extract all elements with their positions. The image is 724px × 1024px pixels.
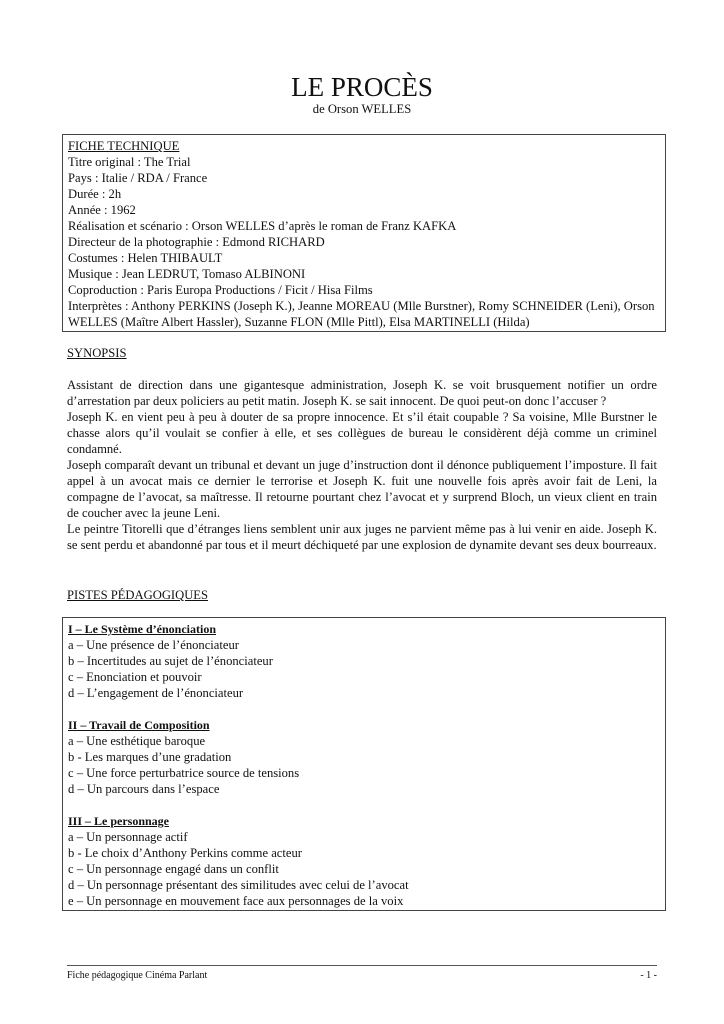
page-subtitle: de Orson WELLES bbox=[312, 102, 412, 116]
fiche-line: Musique : Jean LEDRUT, Tomaso ALBINONI bbox=[68, 267, 306, 281]
section-item: b - Les marques d’une gradation bbox=[68, 750, 232, 764]
page-title: LE PROCÈS bbox=[291, 72, 433, 102]
page-number: - 1 - bbox=[640, 970, 657, 981]
footer bbox=[67, 965, 657, 984]
section-item: a – Une présence de l’énonciateur bbox=[68, 638, 239, 652]
fiche-line: Réalisation et scénario : Orson WELLES d’après le roman de Franz KAFKA bbox=[68, 219, 457, 233]
fiche-line: Durée : 2h bbox=[68, 187, 122, 201]
section-item: d – L’engagement de l’énonciateur bbox=[68, 686, 244, 700]
pistes-heading: PISTES PÉDAGOGIQUES bbox=[67, 588, 208, 602]
footer-label: Fiche pédagogique Cinéma Parlant bbox=[67, 970, 208, 981]
fiche-line: Directeur de la photographie : Edmond RICHARD bbox=[68, 235, 325, 249]
synopsis-text bbox=[67, 377, 657, 553]
synopsis-heading: SYNOPSIS bbox=[67, 346, 127, 360]
fiche-line: Costumes : Helen THIBAULT bbox=[68, 251, 223, 265]
fiche-heading: FICHE TECHNIQUE bbox=[68, 139, 180, 153]
section-item: d – Un parcours dans l’espace bbox=[68, 782, 220, 796]
synopsis-paragraph: Le peintre Titorelli que d’étranges liens semblent unir aux juges ne parvient même pas à lui venir en aide. Joseph K. se sent perdu et abandonné par tous et il meurt déchiqueté par une explosion de dynamite devant ses deux bourreaux. bbox=[67, 522, 657, 552]
section-item: d – Un personnage présentant des similitudes avec celui de l’avocat bbox=[68, 878, 409, 892]
section-title: I – Le Système d’énonciation bbox=[68, 622, 216, 636]
section-item: b – Incertitudes au sujet de l’énonciateur bbox=[68, 654, 273, 668]
section-item: c – Une force perturbatrice source de tensions bbox=[68, 766, 300, 780]
section-title: III – Le personnage bbox=[68, 814, 170, 828]
pistes-box bbox=[62, 617, 666, 911]
synopsis-paragraph: Joseph comparaît devant un tribunal et devant un juge d’instruction dont il dénonce publiquement l’imposture. Il fait appel à un avocat mais ce dernier le terrorise et Joseph K. fuit une nouvelle fois après avoir fait de Leni, la compagne de l’avocat, sa maîtresse. Il retourne pourtant chez l’avocat et y surprend Bloch, un vieux client en train de coucher avec la jeune Leni. bbox=[67, 458, 657, 520]
section-title: II – Travail de Composition bbox=[68, 718, 210, 732]
fiche-line: Coproduction : Paris Europa Productions / Ficit / Hisa Films bbox=[68, 283, 373, 297]
fiche-line: Pays : Italie / RDA / France bbox=[68, 171, 208, 185]
fiche-technique-box bbox=[62, 134, 666, 332]
section-item: e – Un personnage en mouvement face aux personnages de la voix bbox=[68, 894, 404, 908]
section-item: c – Un personnage engagé dans un conflit bbox=[68, 862, 279, 876]
fiche-line: Interprètes : Anthony PERKINS (Joseph K.), Jeanne MOREAU (Mlle Burstner), Romy SCHNEIDER (Leni), Orson WELLES (Maître Albert Hassler), Suzanne FLON (Mlle Pittl), Elsa MARTINELLI (Hilda) bbox=[68, 299, 655, 329]
synopsis-paragraph: Joseph K. en vient peu à peu à douter de sa propre innocence. Et s’il était coupable ? Sa voisine, Mlle Burstner le chasse alors qu’il voulait se confier à elle, et ses collègues de bureau le considèrent déjà comme un criminel condamné. bbox=[67, 410, 657, 456]
section-item: a – Un personnage actif bbox=[68, 830, 188, 844]
section-item: c – Enonciation et pouvoir bbox=[68, 670, 202, 684]
section-item: b - Le choix d’Anthony Perkins comme acteur bbox=[68, 846, 302, 860]
fiche-line: Titre original : The Trial bbox=[68, 155, 191, 169]
synopsis-paragraph: Assistant de direction dans une gigantesque administration, Joseph K. se voit brusquement notifier un ordre d’arrestation par deux policiers au petit matin. Joseph K. se sait innocent. De quoi peut-on donc l’accuser ? bbox=[67, 378, 657, 408]
fiche-line: Année : 1962 bbox=[68, 203, 136, 217]
section-item: a – Une esthétique baroque bbox=[68, 734, 206, 748]
